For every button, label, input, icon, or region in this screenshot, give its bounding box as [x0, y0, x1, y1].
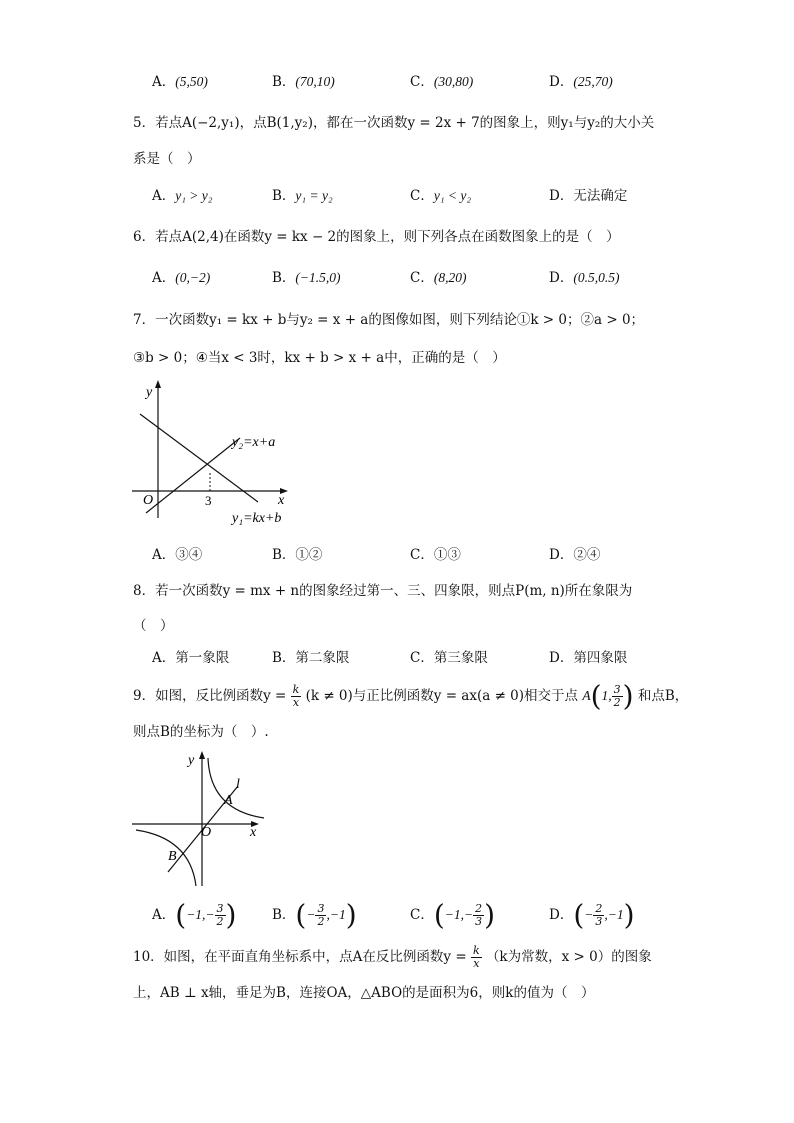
q9-graph: [128, 748, 268, 888]
q9-fraction-kx: [291, 684, 302, 709]
q7-stem-line2: ③b > 0；④当x < 3时，kx + b > x + a中，正确的是（ ）: [133, 350, 506, 366]
option-label: C．: [410, 907, 434, 923]
q9-point-a: A: [224, 793, 233, 808]
q7-y-label: y: [146, 385, 153, 400]
paren-left: (: [295, 898, 307, 932]
option-value: ②④: [573, 547, 601, 563]
q7-line-y2: [146, 438, 240, 513]
option-value: y₁ < y₂: [433, 188, 472, 203]
q5-option-a[interactable]: [152, 186, 212, 206]
option-label: A．: [152, 547, 176, 563]
q9-point-a-label: A: [582, 688, 591, 703]
q7-origin-label: O: [143, 493, 154, 508]
q8-option-c[interactable]: [410, 648, 488, 668]
q9-text-c: 和点B，: [637, 688, 689, 704]
fraction-numerator: k: [472, 944, 480, 957]
option-label: A．: [152, 188, 176, 204]
fraction-denominator: 3: [595, 915, 603, 928]
option-pre: −1,−: [186, 907, 215, 922]
option-label: D．: [549, 907, 574, 923]
option-value: ③④: [175, 547, 203, 563]
q5-option-b[interactable]: [272, 186, 333, 206]
paren-left: (: [433, 898, 445, 932]
q6-option-b[interactable]: [272, 268, 341, 288]
option-value: (0.5,0.5): [573, 270, 620, 285]
fraction-denominator: 2: [216, 915, 224, 928]
q10-text-b: （k为常数，x > 0）的图象: [485, 949, 652, 965]
option-value: (5,50): [175, 74, 208, 89]
fraction-denominator: x: [292, 696, 300, 709]
q5-option-c[interactable]: [410, 186, 471, 206]
q9-hyperbola-branch-3: [136, 830, 196, 886]
option-pre: −: [584, 907, 594, 922]
q8-option-b[interactable]: [272, 648, 349, 668]
q9-line-l-label: l: [236, 777, 240, 792]
option-label: D．: [549, 650, 574, 666]
q7-option-c[interactable]: [410, 545, 461, 565]
q8-option-a[interactable]: [152, 648, 229, 668]
q8-stem-line2: （ ）: [133, 618, 174, 634]
q10-text-a: 10．如图，在平面直角坐标系中，点A在反比例函数y =: [133, 949, 467, 965]
option-value: (70,10): [295, 74, 335, 89]
q10-stem-line2: 上，AB ⊥ x轴，垂足为B，连接OA，△ABO的是面积为6，则k的值为（ ）: [133, 985, 595, 1001]
q7-y-axis: [155, 380, 161, 518]
q4-option-c[interactable]: [410, 72, 473, 92]
option-post: ,−1: [326, 907, 346, 922]
option-label: B．: [272, 907, 296, 923]
option-label: A．: [152, 74, 176, 90]
q9-option-a[interactable]: [152, 898, 237, 932]
option-value: 第一象限: [175, 650, 230, 666]
option-value: (0,−2): [175, 270, 211, 285]
option-value: (30,80): [433, 74, 474, 89]
fraction-numerator: 3: [613, 683, 621, 696]
option-value: ①③: [433, 547, 461, 563]
option-value: (25,70): [573, 74, 613, 89]
q5-stem-line2: 系是（ ）: [133, 151, 201, 167]
option-post: ,−1: [604, 907, 624, 922]
q7-option-a[interactable]: [152, 545, 202, 565]
q9-option-d[interactable]: [549, 898, 635, 932]
q4-option-b[interactable]: [272, 72, 335, 92]
option-label: A．: [152, 270, 176, 286]
q4-option-d[interactable]: [549, 72, 613, 92]
paren-right: ): [484, 898, 496, 932]
option-label: D．: [549, 547, 574, 563]
option-value: y₁ = y₂: [295, 188, 333, 203]
option-value: ①②: [295, 547, 323, 563]
q6-option-c[interactable]: [410, 268, 466, 288]
option-label: B．: [272, 547, 296, 563]
q9-text-b: (k ≠ 0)与正比例函数y = ax(a ≠ 0)相交于点: [305, 688, 579, 704]
q9-x-label: x: [250, 825, 257, 840]
q9-point-b: B: [168, 849, 177, 864]
option-label: C．: [410, 547, 434, 563]
q4-option-a[interactable]: [152, 72, 208, 92]
q7-option-d[interactable]: [549, 545, 600, 565]
q6-option-a[interactable]: [152, 268, 210, 288]
option-label: B．: [272, 74, 296, 90]
option-value: 第四象限: [573, 650, 628, 666]
option-label: D．: [549, 74, 574, 90]
q7-x-label: x: [278, 493, 285, 508]
q9-stem-line1: [133, 679, 689, 713]
fraction-denominator: 2: [317, 915, 325, 928]
q6-option-d[interactable]: [549, 268, 619, 288]
q9-option-b[interactable]: [272, 898, 357, 932]
option-label: C．: [410, 74, 434, 90]
option-fraction: [215, 903, 226, 928]
option-fraction: [473, 903, 484, 928]
fraction-numerator: k: [292, 683, 300, 696]
q7-tick-label: 3: [205, 493, 212, 508]
q9-y-label: y: [188, 753, 195, 768]
q7-graph: [128, 378, 318, 528]
fraction-numerator: 2: [595, 902, 603, 915]
fraction-denominator: x: [473, 957, 480, 970]
option-label: C．: [410, 188, 434, 204]
q7-stem-line1: 7．一次函数y₁ = kx + b与y₂ = x + a的图像如图，则下列结论①k > 0；②a > 0；: [133, 312, 645, 328]
q9-stem-line2: 则点B的坐标为（ ）.: [133, 724, 269, 740]
q7-option-b[interactable]: [272, 545, 322, 565]
q8-option-d[interactable]: [549, 648, 627, 668]
fraction-numerator: 3: [216, 902, 224, 915]
option-value: 第三象限: [433, 650, 488, 666]
q6-stem-line1: 6．若点A(2,4)在函数y = kx − 2的图象上，则下列各点在函数图象上的是（ ）: [133, 229, 620, 245]
paren-left: (: [175, 898, 187, 932]
q8-stem-line1: 8．若一次函数y = mx + n的图象经过第一、三、四象限，则点P(m, n)所在象限为: [133, 583, 633, 599]
option-label: B．: [272, 650, 296, 666]
option-fraction: [315, 903, 326, 928]
q5-stem-line1: 5．若点A(−2,y₁)，点B(1,y₂)，都在一次函数y = 2x + 7的图象上，则y₁与y₂的大小关: [133, 115, 655, 131]
option-label: D．: [549, 188, 574, 204]
q9-point-a-fraction: [612, 684, 623, 709]
option-label: B．: [272, 270, 296, 286]
q9-y-axis: [199, 751, 205, 886]
option-pre: −1,−: [444, 907, 474, 922]
q5-option-d[interactable]: [549, 186, 627, 206]
q9-point-a-x: 1,: [601, 688, 612, 703]
option-label: B．: [272, 188, 296, 204]
option-fraction: [593, 903, 604, 928]
option-label: C．: [410, 270, 434, 286]
paren-right: ): [225, 898, 237, 932]
fraction-numerator: 2: [475, 902, 483, 915]
q10-stem-line1: [133, 945, 652, 970]
q7-line-y1-label: y₁=kx+b: [232, 511, 282, 526]
paren-right: ): [623, 898, 635, 932]
paren-right: ): [622, 679, 634, 713]
option-value: (−1.5,0): [295, 270, 341, 285]
option-label: A．: [152, 650, 176, 666]
q9-x-axis: [132, 821, 259, 827]
q10-fraction-kx: [471, 945, 482, 970]
paren-left: (: [573, 898, 585, 932]
fraction-denominator: 3: [475, 915, 483, 928]
fraction-numerator: 3: [317, 902, 325, 915]
q9-origin-label: O: [201, 825, 212, 840]
q7-line-y2-label: y₂=x+a: [232, 435, 276, 450]
option-value: (8,20): [433, 270, 467, 285]
fraction-denominator: 2: [613, 696, 621, 709]
paren-left: (: [590, 679, 602, 713]
q9-text-a: 9．如图，反比例函数y =: [133, 688, 287, 704]
option-value: y₁ > y₂: [175, 188, 213, 203]
option-label: D．: [549, 270, 574, 286]
option-label: A．: [152, 907, 176, 923]
option-value: 无法确定: [573, 188, 628, 204]
option-label: C．: [410, 650, 434, 666]
q9-option-c[interactable]: [410, 898, 496, 932]
option-pre: −: [306, 907, 316, 922]
option-value: 第二象限: [295, 650, 350, 666]
paren-right: ): [345, 898, 357, 932]
